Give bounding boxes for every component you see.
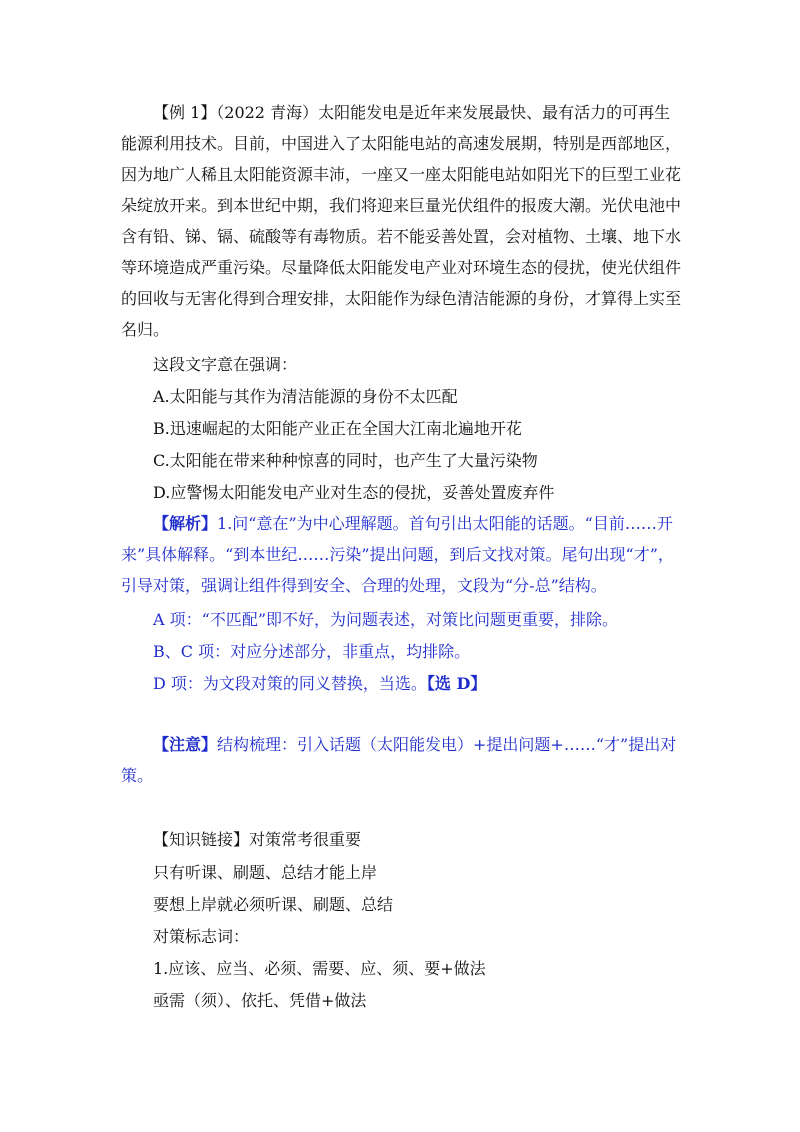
note-label: 【注意】	[153, 735, 218, 754]
analysis-option-d	[153, 673, 486, 695]
analysis-option-d-text: D 项：为文段对策的同义替换，当选。	[153, 674, 427, 693]
analysis-option-bc: B、C 项：对应分述部分，非重点，均排除。	[153, 642, 471, 661]
option-d: D.应警惕太阳能发电产业对生态的侵扰，妥善处置废弃件	[153, 483, 555, 502]
knowledge-line-1: 只有听课、刷题、总结才能上岸	[153, 863, 378, 882]
knowledge-line-3: 对策标志词：	[153, 927, 250, 946]
knowledge-line-4: 1.应该、应当、必须、需要、应、须、要+做法	[153, 959, 486, 978]
question-stem: 这段文字意在强调：	[153, 355, 298, 374]
analysis-text: 1.问“意在”为中心理解题。首句引出太阳能的话题。“目前……开来”具体解释。“到本世纪……污染”提出问题，到后文找对策。尾句出现“才”，引导对策，强调让组件得到安全、合理的处理，文段为“分-总”结构。	[121, 514, 674, 595]
option-a: A.太阳能与其作为清洁能源的身份不太匹配	[153, 387, 458, 406]
analysis-option-a: A 项：“不匹配”即不好，为问题表述，对策比问题更重要，排除。	[153, 610, 619, 629]
option-c: C.太阳能在带来种种惊喜的同时，也产生了大量污染物	[153, 451, 538, 470]
knowledge-line-2: 要想上岸就必须听课、刷题、总结	[153, 895, 394, 914]
answer-label: 【选 D】	[426, 674, 487, 693]
option-b: B.迅速崛起的太阳能产业正在全国大江南北遍地开花	[153, 419, 522, 438]
example-passage: 【例 1】（2022 青海）太阳能发电是近年来发展最快、最有活力的可再生能源利用技术。目前，中国进入了太阳能电站的高速发展期，特别是西部地区，因为地广人稀且太阳能资源丰沛，一座又一座太阳能电站如阳光下的巨型工业花朵绽放开来。到本世纪中期，我们将迎来巨量光伏组件的报废大潮。光伏电池中含有铅、锑、镉、硫酸等有毒物质。若不能妥善处置，会对植物、土壤、地下水等环境造成严重污染。尽量降低太阳能发电产业对环境生态的侵扰，使光伏组件的回收与无害化得到合理安排，太阳能作为绿色清洁能源的身份，才算得上实至名归。	[121, 103, 682, 339]
knowledge-line-5: 亟需（须）、依托、凭借+做法	[153, 991, 367, 1010]
analysis-label: 【解析】	[153, 514, 218, 533]
analysis-paragraph	[121, 508, 686, 601]
knowledge-heading: 【知识链接】对策常考很重要	[153, 830, 362, 849]
note-paragraph	[121, 729, 686, 791]
note-text: 结构梳理：引入话题（太阳能发电）+提出问题+……“才”提出对策。	[121, 735, 677, 785]
